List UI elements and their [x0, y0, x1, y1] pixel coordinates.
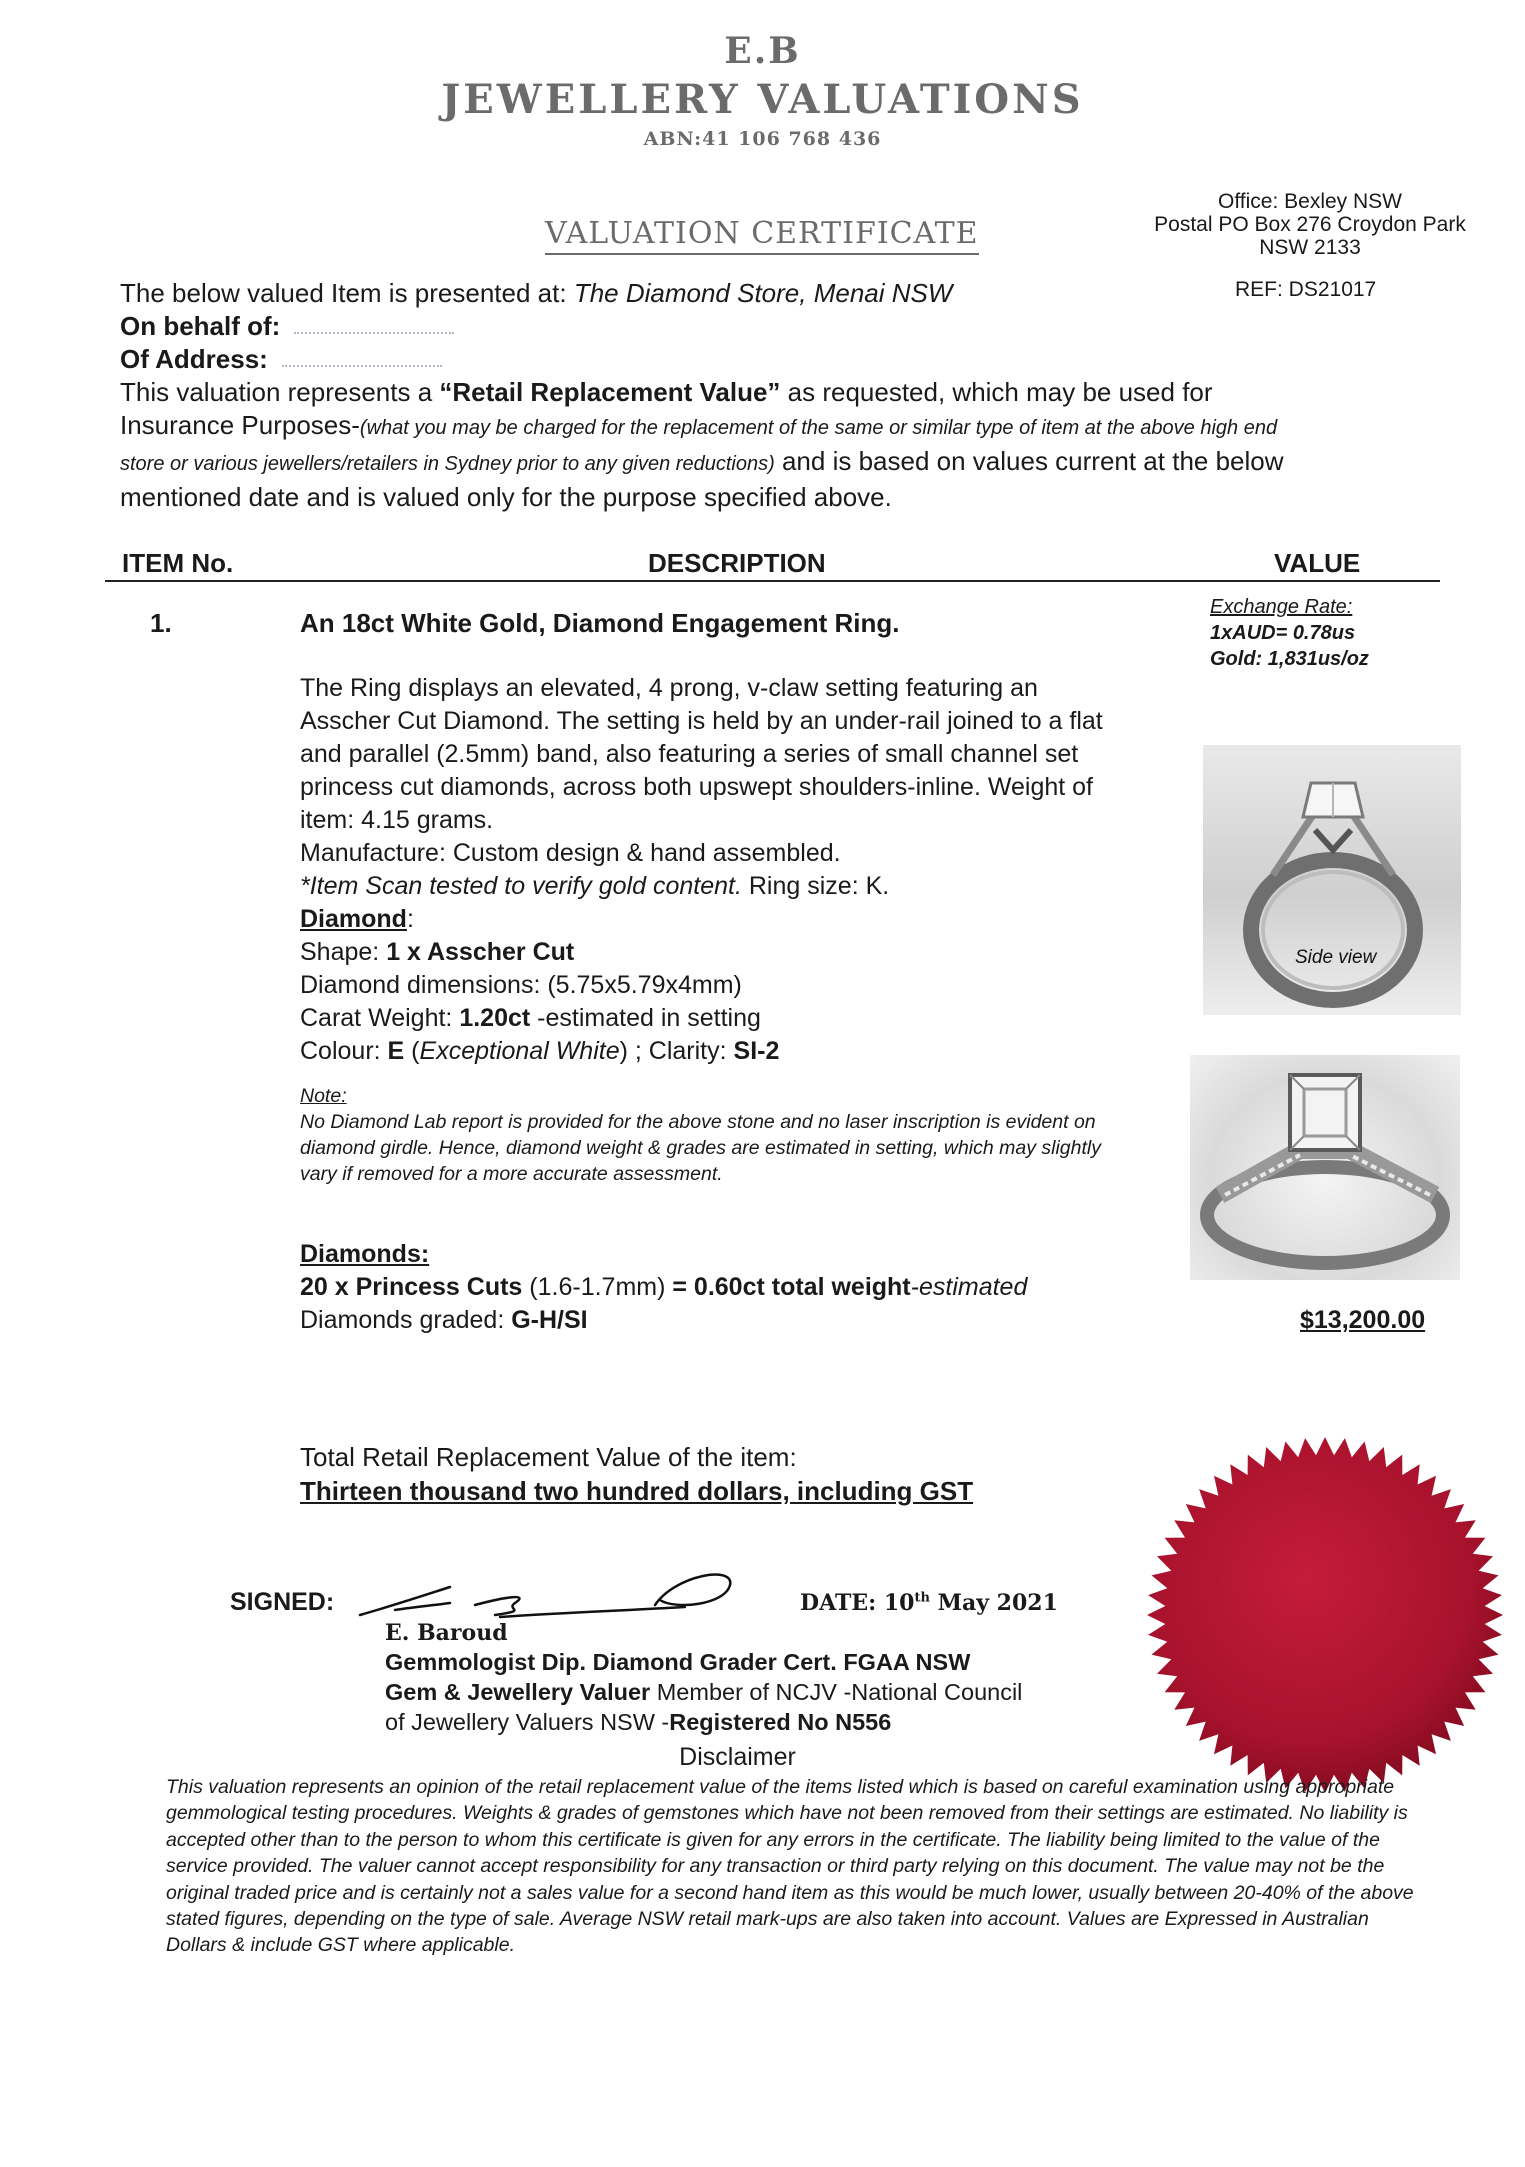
certificate-title: VALUATION CERTIFICATE	[545, 216, 979, 255]
column-header-description: DESCRIPTION	[648, 548, 826, 578]
intro-part: Insurance Purposes-	[120, 410, 360, 440]
disclaimer-text: This valuation represents an opinion of the retail replacement value of the items listed which is based on careful examination using appropriate gemmological testing procedures. Weights & grades of gemstones which have not been removed from their settings are estimated. No liability is accepted other than to the person to whom this certificate is given for any errors in the certificate. The liability being limited to the value of the service provided. The valuer cannot accept responsibility for any transaction or third party relying on this document. The value may not be the original traded price and is certainly not a sales value for a second hand item as this would be much lower, usually between 20-40% of the above stated figures, depending on the type of sale. Average NSW retail mark-ups are also taken into account. Values are Expressed in Australian Dollars & include GST where applicable.	[166, 1776, 1414, 1957]
description-text: The Ring displays an elevated, 4 prong, v-claw setting featuring an Asscher Cut Diamond. The setting is held by an under-rail joined to a flat and parallel (2.5mm) band, also featuring a series of small channel set princess cut diamonds, across both upswept shoulders-inline. Weight of item: 4.15 grams.	[300, 674, 1103, 834]
scan-line	[300, 870, 1120, 903]
princess-count: 20 x Princess Cuts	[300, 1273, 523, 1301]
clarity-value: SI-2	[733, 1037, 780, 1065]
dimensions-line: Diamond dimensions: (5.75x5.79x4mm)	[300, 971, 742, 999]
ring-side-photo	[1203, 745, 1461, 1015]
princess-total: = 0.60ct total weight	[672, 1273, 911, 1301]
redacted-name	[294, 322, 454, 334]
date-suffix: th	[914, 1590, 930, 1606]
shape-line	[300, 936, 1120, 969]
princess-diamonds-block	[300, 1238, 1200, 1337]
gold-price: Gold: 1,831us/oz	[1210, 648, 1369, 670]
abn-number: ABN:41 106 768 436	[643, 128, 882, 150]
company-short-name: E.B	[724, 30, 801, 72]
item-description	[300, 672, 1120, 1068]
scan-text: *Item Scan tested to verify gold content.	[300, 872, 742, 900]
graded-value: G-H/SI	[511, 1306, 588, 1334]
colour-description: Exceptional White	[419, 1037, 620, 1065]
signature-date	[800, 1590, 1058, 1616]
presented-prefix: The below valued Item is presented at:	[120, 278, 574, 308]
intro-small-print: (what you may be charged for the replacement of the same or similar type of item at the above high end store or various jewellers/retailers in Sydney prior to any given reductions)	[120, 417, 1278, 475]
date-label: DATE: 10	[800, 1590, 915, 1616]
credentials-line: Gemmologist Dip. Diamond Grader Cert. FGAA NSW	[385, 1649, 971, 1675]
column-header-item: ITEM No.	[122, 548, 234, 578]
princess-line	[300, 1271, 1200, 1304]
seal-shape	[1147, 1437, 1503, 1793]
company-name: JEWELLERY VALUATIONS	[441, 76, 1084, 123]
note-text: No Diamond Lab report is provided for the above stone and no laser inscription is evident on diamond girdle. Hence, diamond weight & grades are estimated in setting, which may slightly vary if removed for a more accurate assessment.	[300, 1111, 1101, 1185]
behalf-label: On behalf of:	[120, 311, 281, 341]
diamond-heading-line	[300, 903, 1120, 936]
colour-close: ) ; Clarity:	[619, 1037, 734, 1065]
signatory-name: E. Baroud	[385, 1620, 508, 1646]
valuer-title: Gem & Jewellery Valuer	[385, 1679, 651, 1705]
colour-value: E	[387, 1037, 405, 1065]
intro-highlight: “Retail Replacement Value”	[439, 377, 781, 407]
address-label: Of Address:	[120, 344, 268, 374]
diamonds-heading: Diamonds:	[300, 1240, 430, 1268]
item-number: 1.	[150, 608, 172, 638]
shape-value: 1 x Asscher Cut	[386, 938, 575, 966]
ring-side-illustration	[1203, 745, 1461, 1015]
reference-number: REF: DS21017	[1235, 278, 1377, 301]
total-label: Total Retail Replacement Value of the item:	[300, 1442, 797, 1472]
presented-line	[120, 277, 1320, 310]
diamond-heading: Diamond	[300, 905, 407, 933]
intro-block	[120, 277, 1320, 514]
note-heading: Note:	[300, 1085, 347, 1107]
colour-line	[300, 1035, 1120, 1068]
header-divider	[105, 580, 1440, 582]
carat-suffix: -estimated in setting	[530, 1004, 761, 1032]
ring-size: Ring size: K.	[741, 872, 890, 900]
exchange-rate-value: 1xAUD= 0.78us	[1210, 622, 1356, 644]
credentials-line	[385, 1707, 1165, 1737]
ring-top-illustration	[1190, 1055, 1460, 1280]
registration-number: Registered No N556	[669, 1709, 892, 1735]
valuer-membership: Member of NCJV -National Council	[650, 1679, 1023, 1705]
exchange-rate-block	[1210, 594, 1440, 672]
office-address	[1130, 190, 1490, 259]
intro-paragraph	[120, 376, 1295, 514]
graded-label: Diamonds graded:	[300, 1306, 512, 1334]
behalf-line	[120, 310, 1320, 343]
item-title: An 18ct White Gold, Diamond Engagement Ring.	[300, 608, 900, 638]
diamond-heading-colon: :	[406, 905, 414, 933]
column-header-value: VALUE	[1274, 548, 1361, 578]
office-line: Postal PO Box 276 Croydon Park	[1154, 213, 1466, 236]
council-text: of Jewellery Valuers NSW -	[385, 1709, 670, 1735]
carat-label: Carat Weight:	[300, 1004, 460, 1032]
credentials-line	[385, 1677, 1165, 1707]
carat-value: 1.20ct	[459, 1004, 531, 1032]
date-rest: May 2021	[929, 1590, 1058, 1616]
graded-line	[300, 1304, 1200, 1337]
princess-size: (1.6-1.7mm)	[522, 1273, 673, 1301]
colour-label: Colour:	[300, 1037, 388, 1065]
carat-line	[300, 1002, 1120, 1035]
exchange-rate-heading: Exchange Rate:	[1210, 596, 1353, 618]
item-price: $13,200.00	[1300, 1306, 1426, 1334]
note-block	[300, 1083, 1120, 1187]
disclaimer-heading: Disclaimer	[679, 1743, 796, 1771]
total-block	[300, 1440, 1200, 1508]
address-line	[120, 343, 1320, 376]
intro-part: and is based on values current at the below mentioned date and is valued only for the purpose specified above.	[120, 446, 1284, 512]
office-line: Office: Bexley NSW	[1218, 190, 1402, 213]
signatory-credentials	[385, 1647, 1165, 1737]
manufacture-text: Manufacture: Custom design & hand assembled.	[300, 839, 841, 867]
redacted-address	[282, 355, 442, 367]
intro-part: This valuation represents a	[120, 377, 440, 407]
signed-label: SIGNED:	[230, 1588, 335, 1616]
intro-part: as requested, which may be used for	[780, 377, 1213, 407]
total-words: Thirteen thousand two hundred dollars, including GST	[300, 1476, 974, 1506]
office-line: NSW 2133	[1259, 236, 1361, 259]
princess-estimated: -estimated	[910, 1273, 1028, 1301]
shape-label: Shape:	[300, 938, 387, 966]
colour-open: (	[404, 1037, 420, 1065]
store-name: The Diamond Store, Menai NSW	[573, 278, 953, 308]
ring-top-photo	[1190, 1055, 1460, 1280]
photo-caption: Side view	[1295, 947, 1377, 968]
